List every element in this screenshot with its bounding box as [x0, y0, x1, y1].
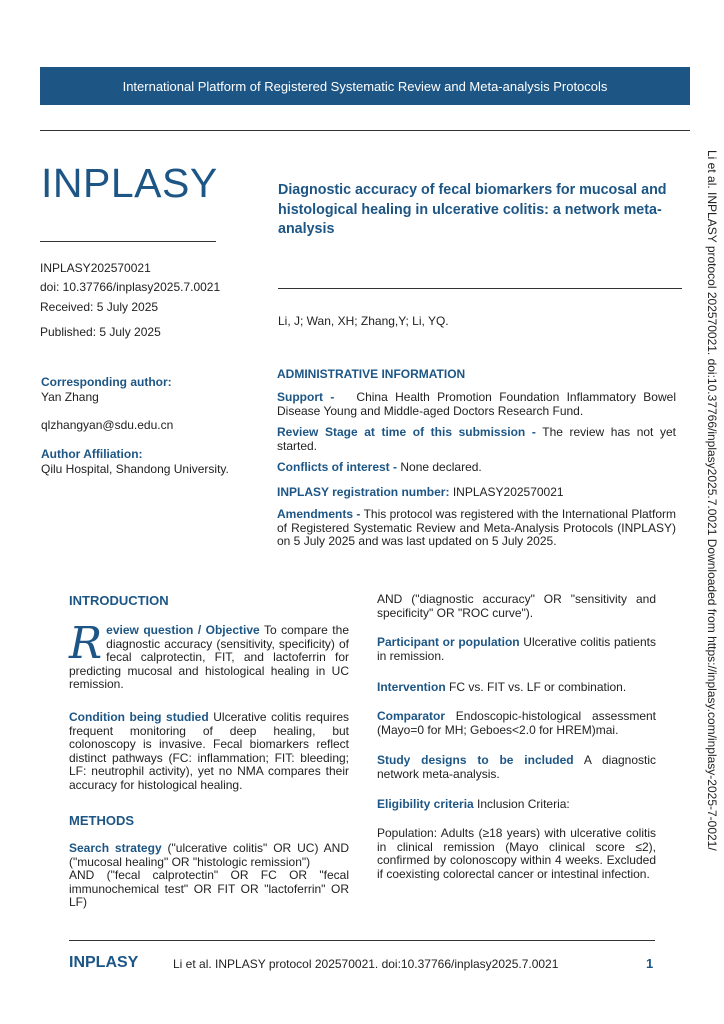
introduction-heading: INTRODUCTION	[69, 593, 169, 608]
stage-label: Review Stage at time of this submission -	[277, 425, 536, 439]
dropcap-letter: R	[69, 618, 103, 669]
review-question-block	[69, 618, 349, 692]
title-rule	[278, 288, 682, 289]
search-continuation: AND ("diagnostic accuracy" OR "sensitivity and specificity" OR "ROC curve").	[377, 592, 656, 620]
intervention-text: FC vs. FIT vs. LF or combination.	[449, 680, 627, 694]
comparator-block	[377, 710, 656, 737]
study-design-block	[377, 754, 656, 781]
affiliation-text: Qilu Hospital, Shandong University.	[41, 462, 229, 476]
conflicts-text: None declared.	[400, 460, 482, 474]
participant-text: Ulcerative colitis patients in remission.	[377, 635, 656, 663]
search-strategy-block	[69, 842, 349, 910]
comparator-label: Comparator	[377, 709, 446, 723]
support-label: Support -	[277, 390, 335, 404]
corresponding-email[interactable]: qlzhangyan@sdu.edu.cn	[41, 418, 174, 432]
received-date: Received: 5 July 2025	[40, 300, 159, 314]
support-text: China Health Promotion Foundation Inflammatory Bowel Disease Young and Middle-aged Doctors Research Fund.	[277, 390, 676, 418]
published-date: Published: 5 July 2025	[40, 325, 161, 339]
affiliation-label: Author Affiliation:	[41, 447, 143, 461]
admin-heading: ADMINISTRATIVE INFORMATION	[277, 367, 466, 381]
banner-text: International Platform of Registered Systematic Review and Meta-analysis Protocols	[122, 78, 608, 94]
vertical-citation: Li et al. INPLASY protocol 202570021. doi:10.37766/inplasy2025.7.0021 Downloaded from https://inplasy.com/inplasy-2025-7-0021/	[705, 150, 719, 851]
registration-number: INPLASY202570021	[452, 485, 564, 499]
search-strategy-text-2: AND ("fecal calprotectin" OR FC OR "fecal immunochemical test" OR FIT OR "lactoferrin" OR LF)	[69, 868, 349, 910]
study-design-label: Study designs to be included	[377, 753, 574, 767]
footer-citation: Li et al. INPLASY protocol 202570021. doi:10.37766/inplasy2025.7.0021	[173, 957, 559, 971]
authors-line: Li, J; Wan, XH; Zhang,Y; Li, YQ.	[278, 314, 449, 328]
amendments-text: This protocol was registered with the International Platform of Registered Systematic Review and Meta-Analysis Protocols (INPLASY) on 5 July 2025 and was last updated on 5 July 2025.	[277, 507, 677, 548]
header-banner	[40, 67, 690, 105]
stage-block	[277, 426, 676, 453]
top-rule	[40, 130, 690, 131]
eligibility-label: Eligibility criteria	[377, 797, 474, 811]
intervention-block	[377, 681, 656, 695]
study-design-text: A diagnostic network meta-analysis.	[377, 753, 657, 781]
protocol-id: INPLASY202570021	[40, 261, 151, 275]
search-strategy-text-1: ("ulcerative colitis" OR UC) AND ("mucosal healing" OR "histologic remission")	[69, 841, 350, 869]
methods-heading: METHODS	[69, 813, 134, 828]
logo-rule	[40, 241, 216, 242]
amendments-block	[277, 508, 676, 549]
eligibility-text: Inclusion Criteria:	[477, 797, 570, 811]
conflicts-label: Conflicts of interest -	[277, 460, 398, 474]
footer-logo: INPLASY	[69, 954, 139, 971]
intervention-label: Intervention	[377, 680, 446, 694]
corresponding-label: Corresponding author:	[41, 375, 172, 389]
inplasy-logo: INPLASY	[41, 160, 218, 206]
conflicts-block	[277, 461, 676, 475]
paper-title: Diagnostic accuracy of fecal biomarkers for mucosal and histological healing in ulcerative colitis: a network meta-analysis	[278, 182, 667, 237]
review-question-text: To compare the diagnostic accuracy (sensitivity, specificity) of fecal calprotectin, FIT, and lactoferrin for predicting mucosal and histological healing in UC remission.	[69, 623, 349, 692]
participant-block	[377, 636, 656, 663]
doi-line: doi: 10.37766/inplasy2025.7.0021	[40, 280, 221, 294]
review-question-label: eview question / Objective	[106, 623, 260, 637]
page-number: 1	[646, 956, 654, 971]
registration-label: INPLASY registration number:	[277, 485, 450, 499]
comparator-text: Endoscopic-histological assessment (Mayo=0 for MH; Geboes<2.0 for HREM)mai.	[377, 709, 656, 737]
corresponding-name: Yan Zhang	[41, 390, 99, 404]
amendments-label: Amendments -	[277, 507, 361, 521]
participant-label: Participant or population	[377, 635, 520, 649]
eligibility-block	[377, 798, 656, 812]
condition-block	[69, 711, 349, 793]
support-block	[277, 391, 676, 418]
footer-rule	[69, 940, 655, 941]
population-text: Population: Adults (≥18 years) with ulcerative colitis in clinical remission (Mayo clinical score ≤2), confirmed by colonoscopy within 4 weeks. Excluded if coexisting colorectal cancer or intestinal infection.	[377, 826, 656, 881]
registration-block	[277, 486, 676, 500]
search-strategy-label: Search strategy	[69, 841, 162, 855]
condition-label: Condition being studied	[69, 710, 209, 724]
condition-text: Ulcerative colitis requires frequent monitoring of deep healing, but colonoscopy is invasive. Fecal biomarkers reflect distinct pathways (FC: inflammation; FIT: bleeding; LF: neutrophil activity), yet no NMA compares their accuracy for histological healing.	[69, 710, 349, 792]
stage-text: The review has not yet started.	[277, 425, 676, 453]
